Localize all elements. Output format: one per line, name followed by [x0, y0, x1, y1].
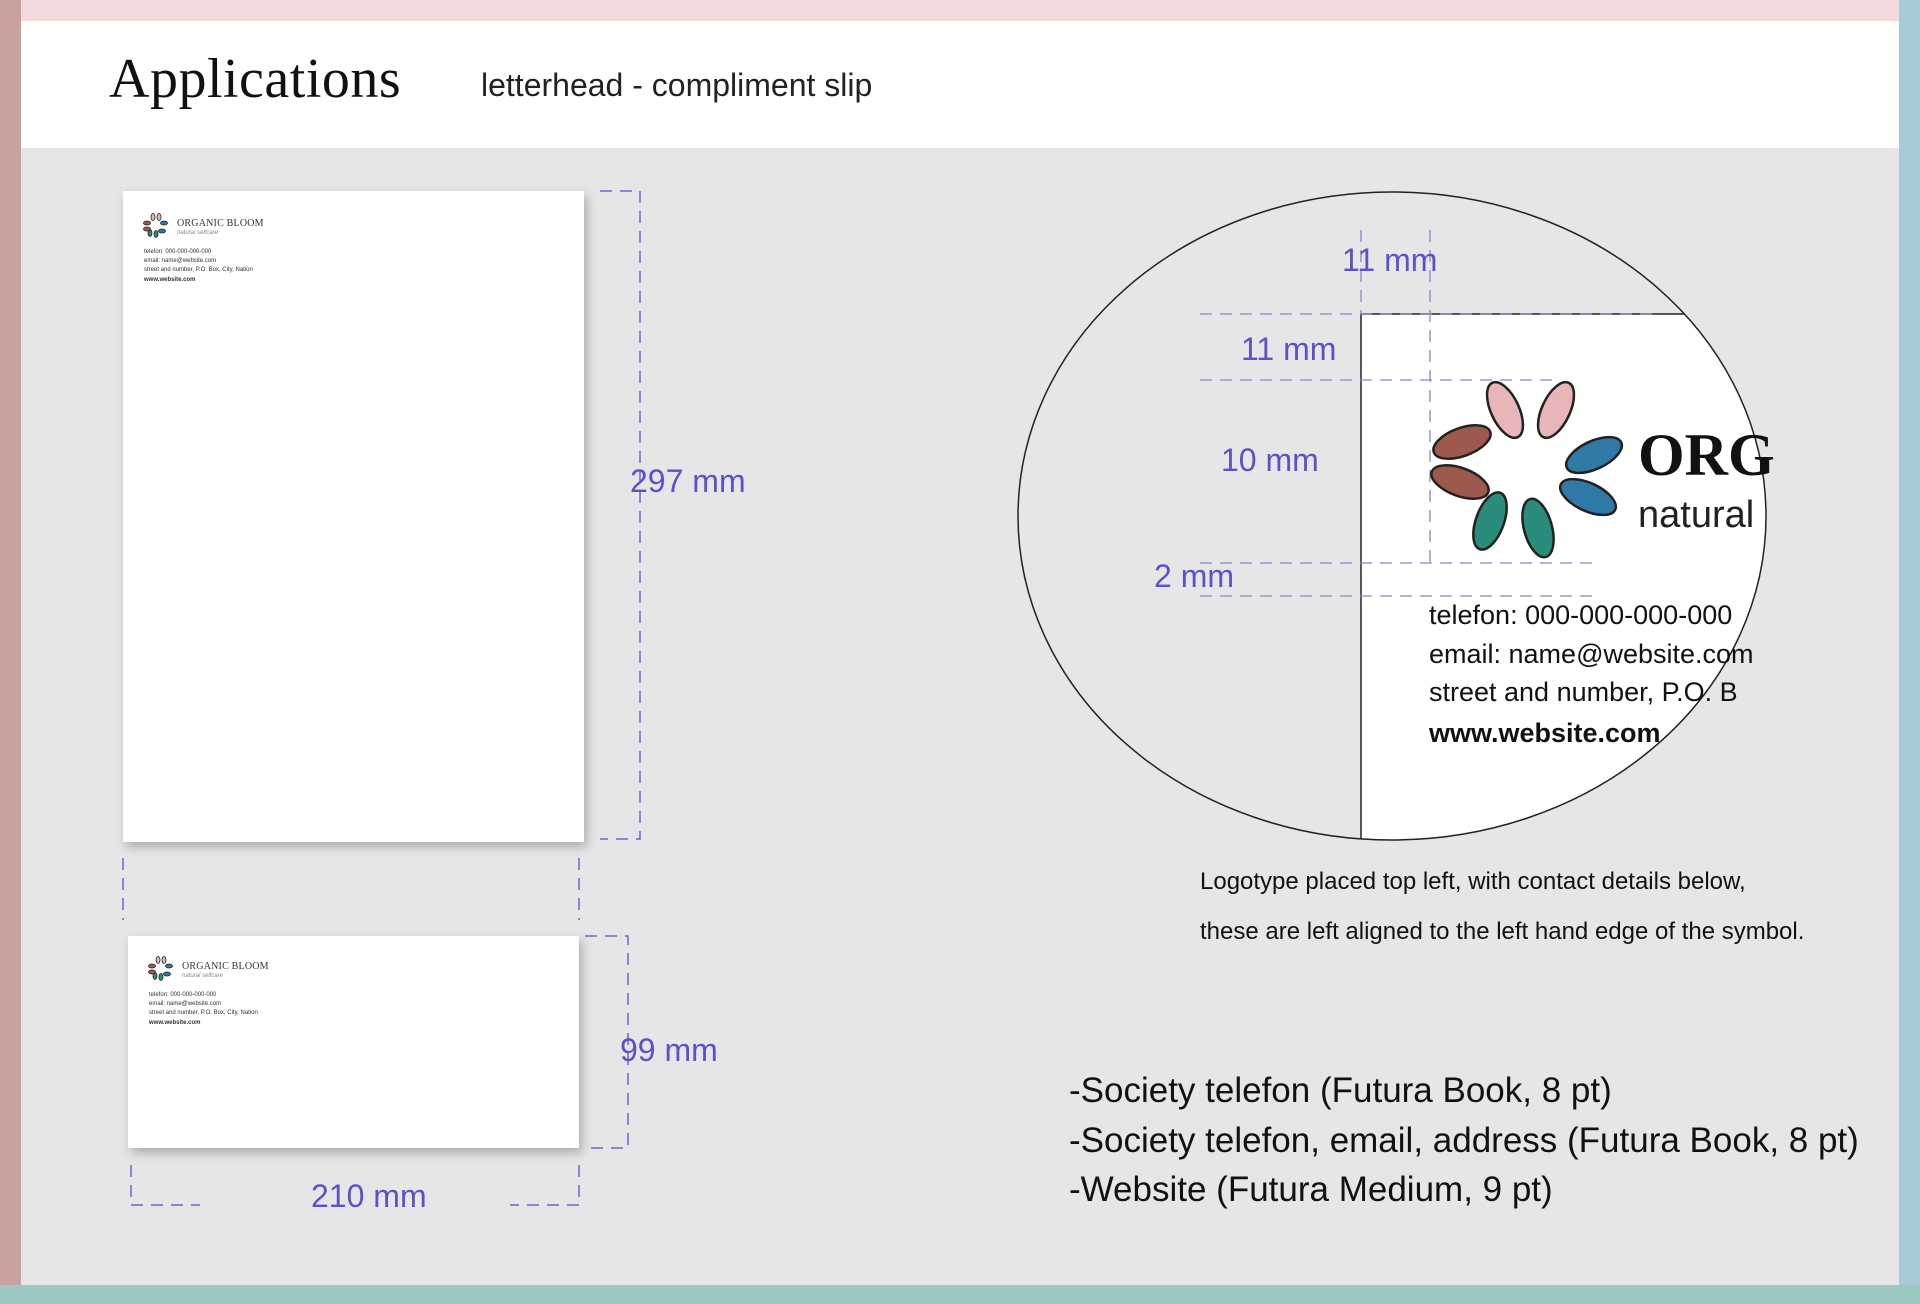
zoom-address: street and number, P.O. B	[1429, 677, 1738, 707]
zoom-brand-tagline: natural	[1638, 494, 1755, 536]
zoom-text-clip	[1361, 314, 1775, 844]
slip-brand-name: ORGANIC BLOOM	[182, 961, 269, 972]
zoom-brand-name: ORG	[1638, 422, 1775, 488]
zoom-email: email: name@website.com	[1429, 639, 1754, 669]
width-guide-left	[131, 1165, 200, 1205]
letter-height-label: 297 mm	[630, 463, 746, 499]
page-title: Applications	[109, 48, 402, 110]
note-line-2: these are left aligned to the left hand edge of the symbol.	[1200, 918, 1805, 945]
letterhead-address: street and number, P.O. Box, City, Nation	[144, 267, 253, 273]
top-margin-label: 11 mm	[1342, 242, 1438, 278]
spec-line-3: -Website (Futura Medium, 9 pt)	[1069, 1170, 1553, 1209]
slip-website: www.website.com	[149, 1020, 201, 1026]
spec-line-2: -Society telefon, email, address (Futura Book, 8 pt)	[1069, 1121, 1859, 1160]
slip-brand-tagline: natural selfcare	[182, 973, 224, 979]
letter-height-guide	[600, 191, 640, 839]
letterhead-brand-tagline: natural selfcare	[177, 230, 219, 236]
note-line-1: Logotype placed top left, with contact details below,	[1200, 868, 1746, 895]
logo-height-label: 10 mm	[1221, 442, 1319, 478]
spec-line-1: -Society telefon (Futura Book, 8 pt)	[1069, 1071, 1612, 1110]
width-label: 210 mm	[311, 1178, 427, 1214]
letterhead-website: www.website.com	[144, 277, 196, 283]
zoom-website: www.website.com	[1429, 718, 1661, 748]
gap-label: 2 mm	[1154, 558, 1234, 594]
slip-telefon: telefon: 000-000-000-000	[149, 992, 217, 998]
letterhead-brand-name: ORGANIC BLOOM	[177, 218, 264, 229]
zoom-telefon: telefon: 000-000-000-000	[1429, 600, 1733, 630]
letterhead-telefon: telefon: 000-000-000-000	[144, 249, 212, 255]
width-guide-right	[510, 1165, 579, 1205]
slip-address: street and number, P.O. Box, City, Nation	[149, 1010, 258, 1016]
left-margin-label: 11 mm	[1241, 331, 1337, 367]
slip-height-label: 99 mm	[620, 1032, 718, 1068]
letterhead-email: email: name@website.com	[144, 258, 217, 264]
page-subtitle: letterhead - compliment slip	[481, 67, 873, 103]
slip-email: email: name@website.com	[149, 1001, 222, 1007]
